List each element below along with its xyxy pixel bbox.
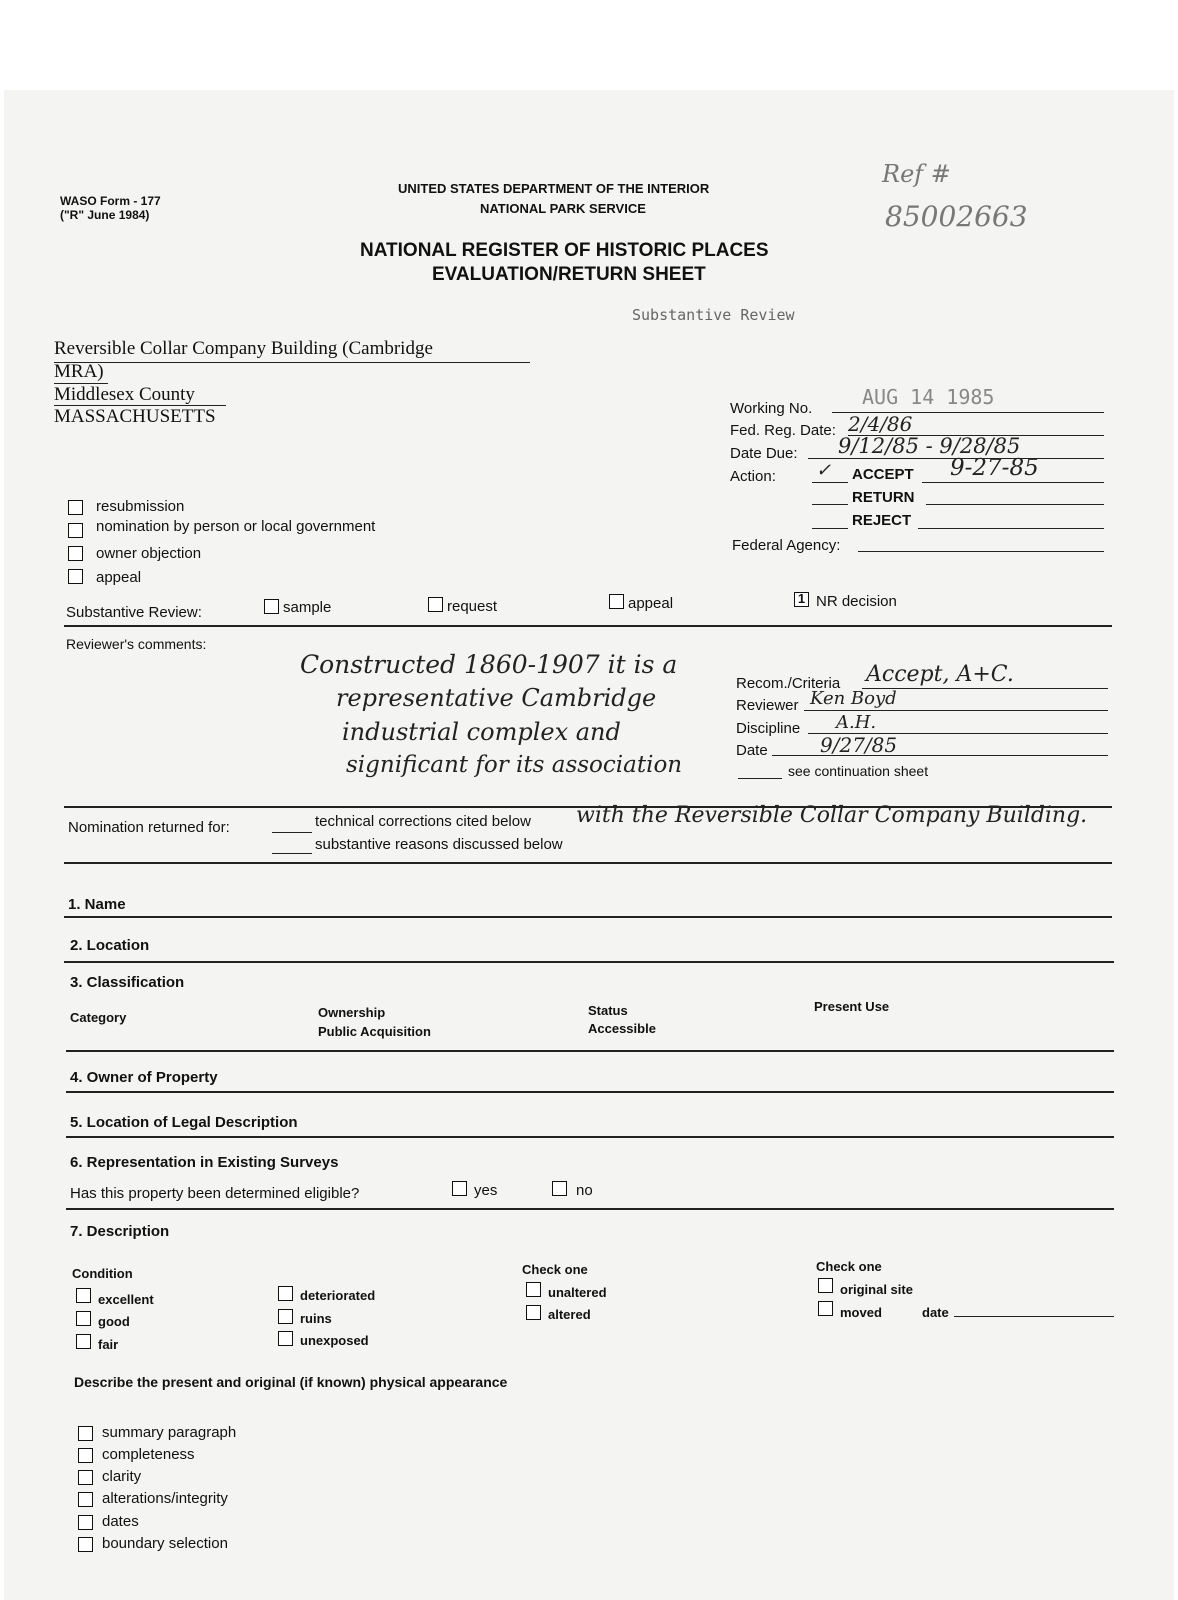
discipline-label: Discipline: [736, 720, 801, 737]
moved-date-label: date: [922, 1305, 949, 1320]
accept-date: 9-27-85: [950, 455, 1039, 481]
dates-checkbox[interactable]: [78, 1515, 93, 1530]
summary-paragraph-label: summary paragraph: [102, 1424, 237, 1441]
section-name: 1. Name: [68, 896, 126, 913]
owner-objection-checkbox[interactable]: [68, 546, 83, 561]
ref-label: Ref #: [882, 160, 951, 188]
property-name-line2: MRA): [54, 361, 104, 382]
ruins-checkbox[interactable]: [278, 1309, 293, 1324]
accessible-label: Accessible: [588, 1021, 656, 1036]
county: Middlesex County: [54, 384, 195, 405]
working-no-label: Working No.: [730, 400, 813, 417]
status-label: Status: [588, 1003, 628, 1018]
eligible-question: Has this property been determined eligible?: [70, 1185, 360, 1202]
eligible-yes-checkbox[interactable]: [452, 1181, 467, 1196]
state: MASSACHUSETTS: [54, 406, 216, 427]
alterations-integrity-label: alterations/integrity: [102, 1490, 228, 1507]
return-label: RETURN: [852, 489, 915, 506]
fair-checkbox[interactable]: [76, 1334, 91, 1349]
dates-label: dates: [102, 1513, 139, 1530]
eligible-no-checkbox[interactable]: [552, 1181, 567, 1196]
eligible-yes-label: yes: [474, 1182, 498, 1199]
good-label: good: [98, 1314, 130, 1329]
request-checkbox[interactable]: [428, 597, 443, 612]
eligible-no-label: no: [576, 1182, 593, 1199]
present-use-label: Present Use: [814, 999, 890, 1014]
altered-label: altered: [548, 1307, 591, 1322]
moved-label: moved: [840, 1305, 882, 1320]
federal-agency-label: Federal Agency:: [732, 537, 841, 554]
appeal-checkbox[interactable]: [68, 569, 83, 584]
owner-objection-label: owner objection: [96, 545, 202, 562]
category-label: Category: [70, 1010, 127, 1025]
unexposed-label: unexposed: [300, 1333, 369, 1348]
sample-label: sample: [283, 599, 332, 616]
altered-checkbox[interactable]: [526, 1305, 541, 1320]
recom-criteria-value: Accept, A+C.: [866, 662, 1014, 687]
deteriorated-label: deteriorated: [300, 1288, 376, 1303]
date-value: 9/27/85: [820, 733, 898, 757]
appeal-label: appeal: [96, 569, 142, 586]
substantive-label: substantive reasons discussed below: [315, 836, 563, 853]
section-location: 2. Location: [70, 937, 150, 954]
substantive-review-label: Substantive Review:: [66, 604, 202, 621]
check-one-label-1: Check one: [522, 1262, 588, 1277]
original-site-checkbox[interactable]: [818, 1278, 833, 1293]
comment-line-5: with the Reversible Collar Company Building.: [576, 803, 1088, 828]
clarity-label: clarity: [102, 1468, 142, 1485]
working-no-stamp: AUG 14 1985: [862, 385, 995, 409]
fair-label: fair: [98, 1337, 119, 1352]
moved-checkbox[interactable]: [818, 1301, 833, 1316]
section-owner: 4. Owner of Property: [70, 1069, 218, 1086]
nr-decision-label: NR decision: [816, 593, 897, 610]
discipline-value: A.H.: [836, 712, 877, 733]
date-due-label: Date Due:: [730, 445, 798, 462]
summary-paragraph-checkbox[interactable]: [78, 1426, 93, 1441]
original-site-label: original site: [840, 1282, 913, 1297]
form-date: ("R" June 1984): [60, 208, 150, 222]
recom-criteria-label: Recom./Criteria: [736, 675, 841, 692]
form-id: WASO Form - 177: [60, 194, 161, 208]
date-due-value: 9/12/85 - 9/28/85: [838, 434, 1021, 458]
unexposed-checkbox[interactable]: [278, 1331, 293, 1346]
request-label: request: [447, 598, 498, 615]
section-description: 7. Description: [70, 1223, 170, 1240]
fed-reg-label: Fed. Reg. Date:: [730, 422, 836, 439]
unaltered-label: unaltered: [548, 1285, 607, 1300]
fed-reg-value: 2/4/86: [848, 412, 913, 436]
alterations-integrity-checkbox[interactable]: [78, 1492, 93, 1507]
comment-line-1: Constructed 1860-1907 it is a: [300, 650, 678, 679]
resubmission-checkbox[interactable]: [68, 500, 83, 515]
comment-line-4: significant for its association: [346, 752, 683, 778]
review-stamp: Substantive Review: [632, 306, 795, 324]
resubmission-label: resubmission: [96, 498, 185, 515]
check-one-label-2: Check one: [816, 1259, 882, 1274]
completeness-label: completeness: [102, 1446, 195, 1463]
boundary-selection-checkbox[interactable]: [78, 1537, 93, 1552]
returned-label: Nomination returned for:: [68, 819, 230, 836]
page-title: NATIONAL REGISTER OF HISTORIC PLACES: [360, 240, 769, 261]
reviewer-label: Reviewer: [736, 697, 799, 714]
boundary-selection-label: boundary selection: [102, 1535, 228, 1552]
date-label: Date: [736, 742, 768, 759]
page-subtitle: EVALUATION/RETURN SHEET: [432, 264, 706, 285]
reviewer-signature: Ken Boyd: [810, 688, 897, 709]
reject-label: REJECT: [852, 512, 912, 529]
continuation-label: see continuation sheet: [788, 763, 929, 779]
nomination-checkbox[interactable]: [68, 523, 83, 538]
ref-number: 85002663: [885, 200, 1028, 233]
nomination-label: nomination by person or local government: [96, 518, 376, 535]
clarity-checkbox[interactable]: [78, 1470, 93, 1485]
technical-label: technical corrections cited below: [315, 813, 531, 830]
action-label: Action:: [730, 468, 776, 485]
appeal-review-label: appeal: [628, 595, 674, 612]
unaltered-checkbox[interactable]: [526, 1282, 541, 1297]
excellent-label: excellent: [98, 1292, 154, 1307]
deteriorated-checkbox[interactable]: [278, 1286, 293, 1301]
accept-label: ACCEPT: [852, 466, 914, 483]
service: NATIONAL PARK SERVICE: [480, 201, 646, 216]
comment-line-3: industrial complex and: [342, 718, 621, 746]
reviewer-comments-label: Reviewer's comments:: [66, 636, 207, 652]
condition-label: Condition: [72, 1266, 133, 1281]
public-acquisition-label: Public Acquisition: [318, 1024, 431, 1039]
section-legal-description: 5. Location of Legal Description: [70, 1114, 298, 1131]
good-checkbox[interactable]: [76, 1311, 91, 1326]
property-name-line1: Reversible Collar Company Building (Cambridge: [54, 338, 433, 359]
section-surveys: 6. Representation in Existing Surveys: [70, 1154, 339, 1171]
section-classification: 3. Classification: [70, 974, 185, 991]
completeness-checkbox[interactable]: [78, 1448, 93, 1463]
ownership-label: Ownership: [318, 1005, 386, 1020]
describe-label: Describe the present and original (if known) physical appearance: [74, 1374, 508, 1390]
nr-decision-checkbox[interactable]: 1: [794, 592, 809, 607]
excellent-checkbox[interactable]: [76, 1288, 91, 1303]
department: UNITED STATES DEPARTMENT OF THE INTERIOR: [398, 181, 710, 196]
appeal-review-checkbox[interactable]: [609, 594, 624, 609]
ruins-label: ruins: [300, 1311, 332, 1326]
sample-checkbox[interactable]: [264, 599, 279, 614]
comment-line-2: representative Cambridge: [336, 684, 657, 712]
accept-check: ✓: [816, 460, 832, 481]
